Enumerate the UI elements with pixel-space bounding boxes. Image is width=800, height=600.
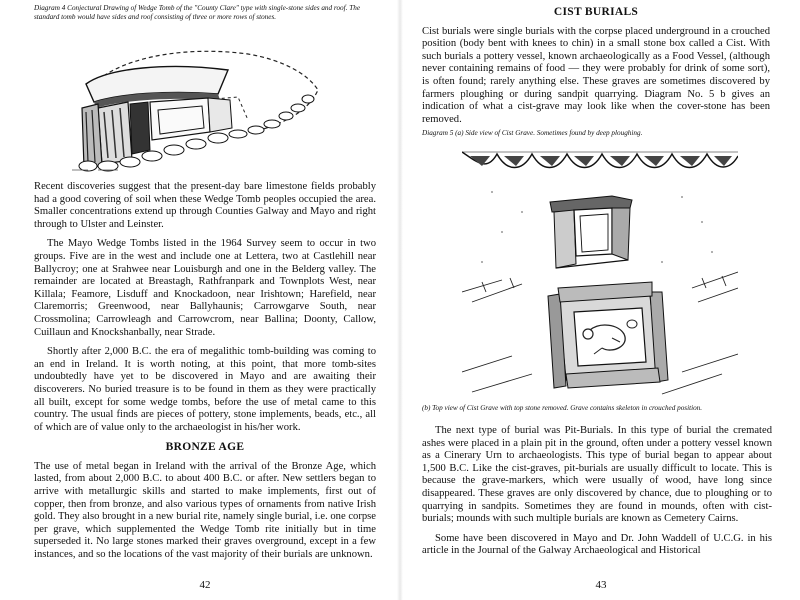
right-page (400, 0, 800, 600)
wedge-tomb-drawing (68, 42, 352, 172)
cist-side-view-caption: Diagram 5 (a) Side view of Cist Grave. Sometimes found by deep ploughing. (422, 129, 643, 137)
page-number: 42 (199, 579, 211, 591)
paragraph: Recent discoveries suggest that the present-day bare limestone fields probably had a good covering of soil when these Wedge Tomb peoples occupied the area. Smaller concentrations extend up through Counties Galway and Mayo and right through to Ulster and Leinster. (34, 181, 376, 230)
cist-burials-heading: CIST BURIALS (553, 6, 639, 18)
cist-top-view-caption: (b) Top view of Cist Grave with top stone removed. Grave contains skeleton in crouched position. (422, 404, 703, 412)
right-page-text (422, 425, 772, 565)
page-number: 43 (595, 579, 607, 591)
cist-grave-drawing (462, 142, 738, 400)
paragraph: The use of metal began in Ireland with the arrival of the Bronze Age, which lasted, from about 2,000 B.C. to about 400 B.C. or after. New settlers began to arrive with metallurgic skills and started to make implements, first out of copper, then from bronze, and also various types of ornaments from native Irish gold. They also brought in a new burial rite, namely single burial, i.e. one corpse per grave, which supplemented the Wedge Tomb rite initially but in time superseded it. No large stones marked their graves overground, except in a few instances, and so the locations of the vast majority of their burials are unknown. (34, 460, 376, 561)
paragraph: The next type of burial was Pit-Burials. In this type of burial the cremated ashes were placed in a plain pit in the ground, often under a pottery vessel known as a Cinerary Urn to archaeologists. This type of burial began to appear about 1,500 B.C. Like the cist-graves, pit-burials are usually difficult to locate. This is because the grave-markers, which were usually of wood, have long since disappeared. These graves are only discovered by chance, due to ploughing or to quarrying in sandpits. Sometimes they are found in mounds, often with cist-burials; mounds with such multiple burials are known as Cemetery Cairns. (422, 425, 772, 525)
left-page-text (34, 181, 376, 569)
paragraph: Some have been discovered in Mayo and Dr. John Waddell of U.C.G. in his article in the Journal of the Galway Archaeological and Historical (422, 532, 772, 557)
paragraph: The Mayo Wedge Tombs listed in the 1964 Survey seem to occur in two groups. Five are in the west and include one at Lettera, two at Castlehill near Ballycroy; one at Srahwee near Louisburgh and one in the Belderg valley. The remainder are located at Breastagh, Rathfranpark and Townplots West, near Killala; Feamore, Lisduff and Knockadoon, near Irishtown; Harefield, near Claremorris; Greenwood, near Ballyhaunis; Carrowgarve South, near Crossmolina; Carrowleagh and Carrowcrom, near Ballina; Doonty, Callow, Cuillaun and Knockshanbally, near Strade. (34, 238, 376, 338)
cist-intro-block (422, 6, 770, 133)
wedge-tomb-caption: Diagram 4 Conjectural Drawing of Wedge Tomb of the "County Clare" type with single-stone sides and roof. The standard tomb would have sides and roof consisting of three or more rows of stones. (34, 4, 361, 21)
paragraph: Shortly after 2,000 B.C. the era of megalithic tomb-building was coming to an end in Ireland. It is worth noting, at this point, that more tomb-sites undoubtedly have yet to be discovered in Mayo and are awaiting their discoverers. No buried treasure is to be found in them as they were practically all built, except for some wedge tombs, before the use of metal came to this country. The usual finds are pieces of pottery, stone implements, beads, etc., all of which are of value only to the archaeologist in his/her work. (34, 346, 376, 433)
bronze-age-heading: BRONZE AGE (165, 441, 245, 454)
paragraph: Cist burials were single burials with the corpse placed underground in a crouched position (body bent with knees to chin) in a small stone box called a Cist. With such burials a pottery vessel, known archaeologically as a Food Vessel, (although never containing remains of food — they were probably for drink of some sort), is often found; rarely anything else. These graves are sometimes discovered by farmers ploughing or during sandpit quarrying. Diagram No. 5 b gives an indication of what a cist-grave may look like when the cover-stone has been removed. (422, 25, 770, 125)
